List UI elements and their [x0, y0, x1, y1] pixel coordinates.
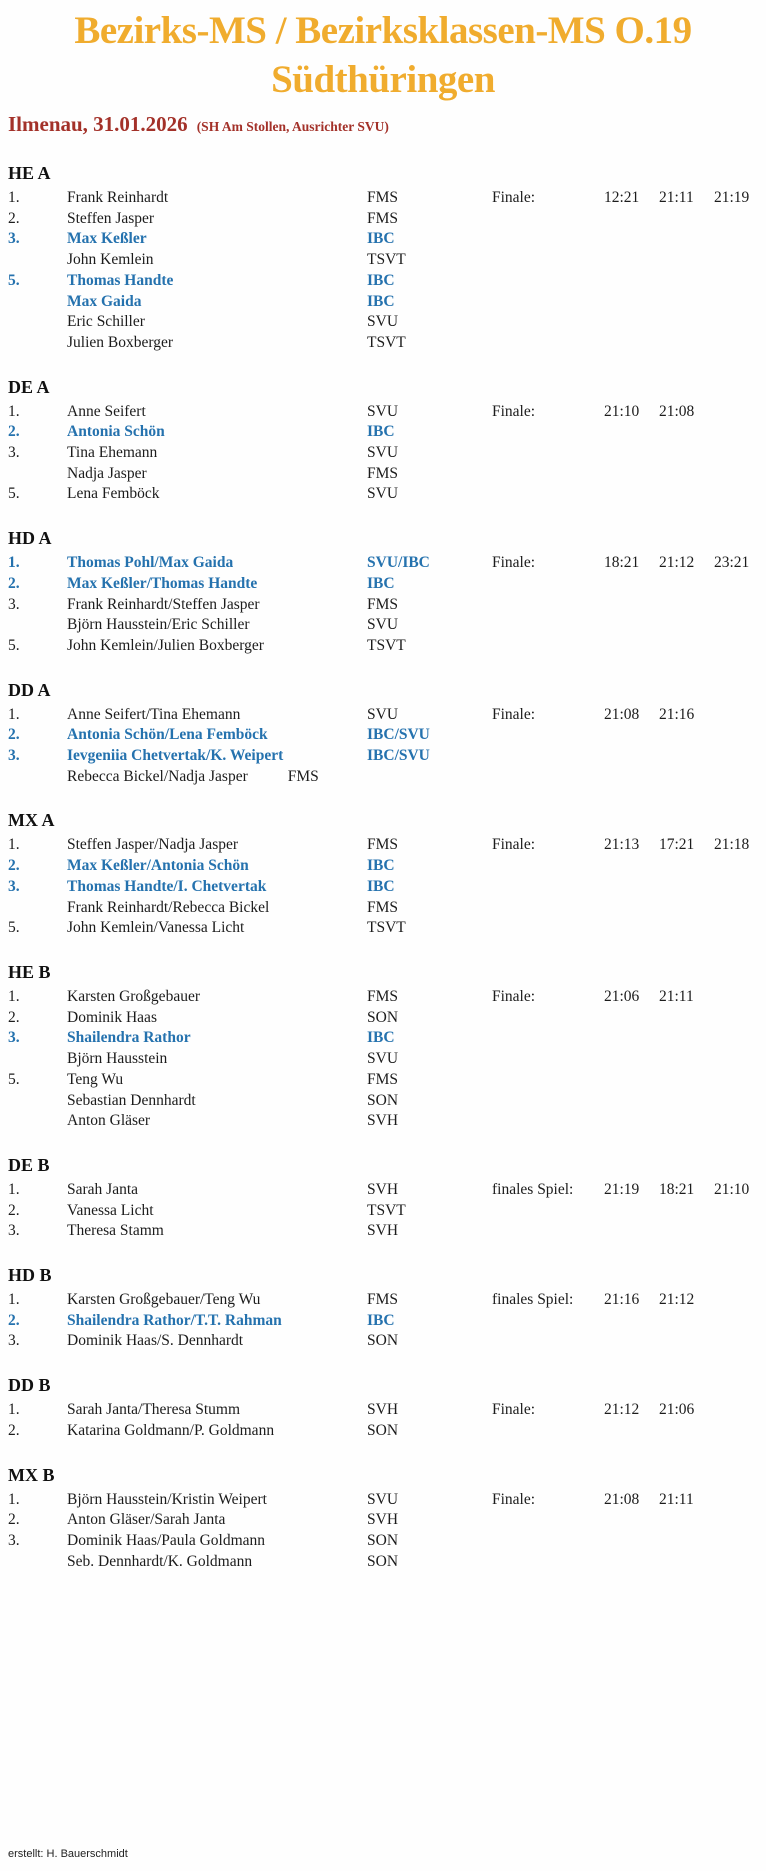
result-row [0, 1421, 766, 1442]
final-label [492, 443, 604, 464]
player-name: Vanessa Licht [67, 1201, 154, 1219]
result-row [0, 615, 766, 636]
player-name: Antonia Schön [67, 423, 165, 441]
result-row [0, 1531, 766, 1552]
club: SVH [367, 1112, 399, 1130]
result-row [0, 746, 766, 767]
rank: 2. [8, 857, 20, 875]
result-row [0, 1331, 766, 1352]
score: 21:10 [604, 402, 640, 420]
rank [8, 292, 67, 313]
player-name: Karsten Großgebauer [67, 987, 200, 1005]
event-section [0, 1264, 766, 1352]
page-title [8, 6, 758, 104]
result-row [0, 595, 766, 616]
club: TSVT [367, 333, 406, 351]
final-label: Finale: [492, 554, 536, 572]
score: 21:11 [659, 987, 694, 1005]
result-row [0, 271, 766, 292]
club: IBC/SVU [367, 726, 430, 744]
result-row [0, 856, 766, 877]
final-label [492, 746, 604, 767]
result-row [0, 1290, 766, 1311]
score: 21:08 [659, 402, 695, 420]
event-section [0, 162, 766, 354]
title-line1: Bezirks-MS / Bezirksklassen-MS O.19 [74, 9, 692, 52]
club: SVH [367, 1401, 399, 1419]
result-row [0, 1552, 766, 1573]
club: SON [367, 1421, 399, 1439]
rank [8, 250, 67, 271]
club: IBC [367, 1311, 395, 1329]
club: FMS [367, 464, 399, 482]
rank: 2. [8, 1311, 20, 1329]
player-name: Max Keßler/Thomas Handte [67, 574, 258, 592]
final-label: finales Spiel: [492, 1180, 574, 1198]
section-heading: HD A [8, 528, 52, 549]
score: 21:12 [604, 1401, 640, 1419]
player-name: Antonia Schön/Lena Femböck [67, 726, 268, 744]
final-label [492, 1221, 604, 1242]
player-name: Ievgeniia Chetvertak/K. Weipert [67, 747, 284, 765]
rank [8, 898, 67, 919]
player-name: Shailendra Rathor/T.T. Rahman [67, 1311, 282, 1329]
rank: 3. [8, 1029, 20, 1047]
result-row [0, 898, 766, 919]
result-row [0, 705, 766, 726]
rank: 1. [8, 987, 20, 1005]
event-location-date: Ilmenau, 31.01.2026 [8, 112, 188, 136]
rank: 2. [8, 1008, 20, 1026]
rank: 3. [8, 877, 20, 895]
final-label [492, 422, 604, 443]
rank: 2. [8, 726, 20, 744]
result-row [0, 767, 766, 788]
result-row [0, 333, 766, 354]
event-section [0, 1154, 766, 1242]
section-heading: MX B [8, 1464, 55, 1485]
event-section [0, 376, 766, 506]
final-label [492, 1331, 604, 1352]
club: IBC [367, 877, 395, 895]
rank: 2. [8, 209, 20, 227]
player-name: Sarah Janta/Theresa Stumm [67, 1401, 241, 1419]
club: TSVT [367, 1201, 406, 1219]
final-label [492, 898, 604, 919]
final-label [492, 1311, 604, 1332]
result-row [0, 1400, 766, 1421]
player-name: Frank Reinhardt [67, 189, 169, 206]
rank: 3. [8, 595, 20, 613]
final-label [492, 1070, 604, 1091]
result-row [0, 1111, 766, 1132]
club: SVH [367, 1180, 399, 1198]
club: IBC [367, 292, 395, 310]
rank: 1. [8, 1180, 20, 1198]
result-row [0, 312, 766, 333]
rank: 5. [8, 919, 20, 937]
final-label: Finale: [492, 1401, 536, 1419]
player-name: Dominik Haas [67, 1008, 157, 1026]
club: IBC [367, 271, 395, 289]
event-section [0, 1464, 766, 1573]
player-name: Thomas Handte [67, 271, 174, 289]
player-name: Rebecca Bickel/Nadja Jasper FMS [67, 767, 319, 785]
event-section [0, 809, 766, 939]
club: IBC [367, 574, 395, 592]
result-row [0, 1490, 766, 1511]
result-row [0, 188, 766, 209]
section-heading: DE B [8, 1154, 50, 1175]
score: 21:12 [659, 554, 695, 572]
section-heading: MX A [8, 810, 55, 831]
final-label [492, 1111, 604, 1132]
player-name: Tina Ehemann [67, 444, 158, 462]
section-heading: HE A [8, 163, 51, 183]
rank: 3. [8, 747, 20, 765]
final-label [492, 209, 604, 230]
player-name: Frank Reinhardt/Steffen Jasper [67, 595, 260, 613]
final-label [492, 312, 604, 333]
club: SVU [367, 444, 399, 462]
rank [8, 1049, 67, 1070]
player-name: Sebastian Dennhardt [67, 1091, 196, 1109]
rank: 2. [8, 423, 20, 441]
rank: 1. [8, 1401, 20, 1419]
player-name: Anne Seifert [67, 402, 146, 420]
rank: 1. [8, 189, 20, 206]
club: FMS [367, 189, 399, 206]
result-row [0, 250, 766, 271]
rank: 5. [8, 636, 20, 654]
rank [8, 615, 67, 636]
final-label [492, 464, 604, 485]
rank: 5. [8, 271, 20, 289]
result-row [0, 464, 766, 485]
result-row [0, 229, 766, 250]
section-heading: DD A [8, 679, 51, 700]
final-label: Finale: [492, 1490, 536, 1508]
score: 21:19 [714, 189, 750, 206]
player-name: Anne Seifert/Tina Ehemann [67, 705, 241, 723]
club: FMS [367, 987, 399, 1005]
club: FMS [367, 1070, 399, 1088]
club: SVH [367, 1222, 399, 1240]
result-row [0, 725, 766, 746]
rank: 3. [8, 1531, 20, 1549]
player-name: Anton Gläser/Sarah Janta [67, 1511, 226, 1529]
player-name: Theresa Stamm [67, 1222, 164, 1240]
result-row [0, 209, 766, 230]
score: 21:06 [659, 1401, 695, 1419]
final-label [492, 725, 604, 746]
score: 21:13 [604, 836, 640, 854]
club: FMS [367, 1291, 399, 1309]
player-name: Steffen Jasper [67, 209, 155, 227]
final-label [492, 877, 604, 898]
final-label [492, 1421, 604, 1442]
player-name: John Kemlein [67, 251, 154, 269]
rank [8, 1111, 67, 1132]
score: 21:11 [659, 189, 694, 206]
final-label [492, 767, 604, 788]
club: IBC [367, 857, 395, 875]
result-row [0, 987, 766, 1008]
result-row [0, 443, 766, 464]
tournament-results-page [0, 6, 766, 1871]
club: FMS [367, 898, 399, 916]
club: TSVT [367, 636, 406, 654]
player-name: Teng Wu [67, 1070, 124, 1088]
player-name: Julien Boxberger [67, 333, 174, 351]
club: SVU [367, 705, 399, 723]
result-row [0, 1008, 766, 1029]
club [367, 767, 492, 788]
player-name: John Kemlein/Julien Boxberger [67, 636, 264, 654]
rank: 1. [8, 1291, 20, 1309]
player-name: Thomas Pohl/Max Gaida [67, 554, 234, 572]
club: SVU [367, 1490, 399, 1508]
score: 21:08 [604, 705, 640, 723]
rank: 1. [8, 705, 20, 723]
club: FMS [367, 595, 399, 613]
result-row [0, 918, 766, 939]
section-heading: DE A [8, 376, 50, 397]
player-name: Thomas Handte/I. Chetvertak [67, 877, 267, 895]
event-venue-note: (SH Am Stollen, Ausrichter SVU) [196, 119, 389, 134]
rank [8, 767, 67, 788]
rank [8, 312, 67, 333]
club: FMS [367, 209, 399, 227]
rank [8, 464, 67, 485]
score: 18:21 [659, 1180, 695, 1198]
score: 21:16 [604, 1291, 640, 1309]
result-row [0, 292, 766, 313]
player-name: Dominik Haas/Paula Goldmann [67, 1531, 266, 1549]
rank: 1. [8, 402, 20, 420]
final-label: finales Spiel: [492, 1291, 574, 1309]
final-label: Finale: [492, 189, 536, 206]
rank: 3. [8, 1332, 20, 1350]
final-label: Finale: [492, 836, 536, 854]
event-section [0, 679, 766, 788]
rank: 3. [8, 1222, 20, 1240]
player-name: Björn Hausstein/Eric Schiller [67, 616, 250, 634]
final-label [492, 1552, 604, 1573]
rank: 2. [8, 1421, 20, 1439]
club: FMS [287, 767, 319, 785]
rank: 1. [8, 1490, 20, 1508]
club: IBC [367, 230, 395, 248]
final-label [492, 636, 604, 657]
results-sections [0, 162, 766, 1572]
player-name: Seb. Dennhardt/K. Goldmann [67, 1552, 253, 1570]
player-name: Sarah Janta [67, 1180, 139, 1198]
final-label [492, 1510, 604, 1531]
result-row [0, 1221, 766, 1242]
rank: 2. [8, 1201, 20, 1219]
final-label [492, 574, 604, 595]
club: SVU [367, 485, 399, 503]
player-name: Anton Gläser [67, 1112, 151, 1130]
rank: 1. [8, 836, 20, 854]
club: IBC/SVU [367, 747, 430, 765]
player-name: Max Keßler [67, 230, 147, 248]
final-label [492, 250, 604, 271]
score: 17:21 [659, 836, 695, 854]
score: 21:12 [659, 1291, 695, 1309]
score: 21:16 [659, 705, 695, 723]
final-label: Finale: [492, 987, 536, 1005]
player-name: Shailendra Rathor [67, 1029, 191, 1047]
club: SVU [367, 616, 399, 634]
score: 12:21 [604, 189, 640, 206]
club: SON [367, 1531, 399, 1549]
player-name: Frank Reinhardt/Rebecca Bickel [67, 898, 270, 916]
club: SON [367, 1091, 399, 1109]
event-section [0, 527, 766, 657]
rank [8, 1091, 67, 1112]
final-label [492, 333, 604, 354]
final-label: Finale: [492, 705, 536, 723]
final-label [492, 1008, 604, 1029]
score: 21:19 [604, 1180, 640, 1198]
rank [8, 333, 67, 354]
result-row [0, 1091, 766, 1112]
final-label [492, 615, 604, 636]
event-subtitle [8, 112, 766, 137]
player-name: Katarina Goldmann/P. Goldmann [67, 1421, 275, 1439]
final-label [492, 271, 604, 292]
player-name: Max Keßler/Antonia Schön [67, 857, 249, 875]
club: SON [367, 1552, 399, 1570]
final-label: Finale: [492, 402, 536, 420]
event-section [0, 1374, 766, 1441]
event-section [0, 961, 766, 1132]
rank: 3. [8, 230, 20, 248]
final-label [492, 1531, 604, 1552]
player-name: Björn Hausstein/Kristin Weipert [67, 1490, 267, 1508]
rank: 1. [8, 554, 20, 572]
result-row [0, 402, 766, 423]
club: FMS [367, 836, 399, 854]
final-label [492, 292, 604, 313]
player-name: Dominik Haas/S. Dennhardt [67, 1332, 244, 1350]
player-name: Nadja Jasper [67, 464, 147, 482]
result-row [0, 835, 766, 856]
final-label [492, 856, 604, 877]
player-name: Karsten Großgebauer/Teng Wu [67, 1291, 261, 1309]
result-row [0, 484, 766, 505]
score: 21:18 [714, 836, 750, 854]
final-label [492, 918, 604, 939]
club: IBC [367, 423, 395, 441]
final-label [492, 1091, 604, 1112]
club: SVU [367, 313, 399, 331]
rank: 5. [8, 1070, 20, 1088]
result-row [0, 877, 766, 898]
score: 21:08 [604, 1490, 640, 1508]
score: 21:06 [604, 987, 640, 1005]
final-label [492, 1201, 604, 1222]
result-row [0, 1049, 766, 1070]
result-row [0, 636, 766, 657]
final-label [492, 484, 604, 505]
score: 18:21 [604, 554, 640, 572]
section-heading: DD B [8, 1375, 51, 1396]
result-row [0, 1201, 766, 1222]
final-label [492, 1028, 604, 1049]
result-row [0, 1070, 766, 1091]
club: SVU/IBC [367, 554, 430, 572]
result-row [0, 574, 766, 595]
result-row [0, 1180, 766, 1201]
final-label [492, 595, 604, 616]
score: 21:11 [659, 1490, 694, 1508]
club: SVU [367, 1050, 399, 1068]
footer-credit: erstellt: H. Bauerschmidt [8, 1848, 128, 1860]
rank: 5. [8, 485, 20, 503]
result-row [0, 1311, 766, 1332]
player-name: Eric Schiller [67, 313, 145, 331]
rank: 2. [8, 574, 20, 592]
club: SON [367, 1008, 399, 1026]
section-heading: HD B [8, 1265, 52, 1286]
rank [8, 1552, 67, 1573]
club: TSVT [367, 251, 406, 269]
rank: 2. [8, 1511, 20, 1529]
player-name: John Kemlein/Vanessa Licht [67, 919, 245, 937]
club: IBC [367, 1029, 395, 1047]
player-name: Lena Femböck [67, 485, 160, 503]
club: SVH [367, 1511, 399, 1529]
score: 21:10 [714, 1180, 750, 1198]
club: SVU [367, 402, 399, 420]
section-heading: HE B [8, 961, 51, 982]
result-row [0, 553, 766, 574]
title-line2: Südthüringen [271, 58, 495, 101]
player-name: Max Gaida [67, 292, 142, 310]
rank: 3. [8, 444, 20, 462]
result-row [0, 1510, 766, 1531]
player-name: Steffen Jasper/Nadja Jasper [67, 836, 239, 854]
final-label [492, 229, 604, 250]
result-row [0, 422, 766, 443]
score: 23:21 [714, 554, 750, 572]
club: TSVT [367, 919, 406, 937]
club: SON [367, 1332, 399, 1350]
result-row [0, 1028, 766, 1049]
final-label [492, 1049, 604, 1070]
player-name: Björn Hausstein [67, 1050, 168, 1068]
